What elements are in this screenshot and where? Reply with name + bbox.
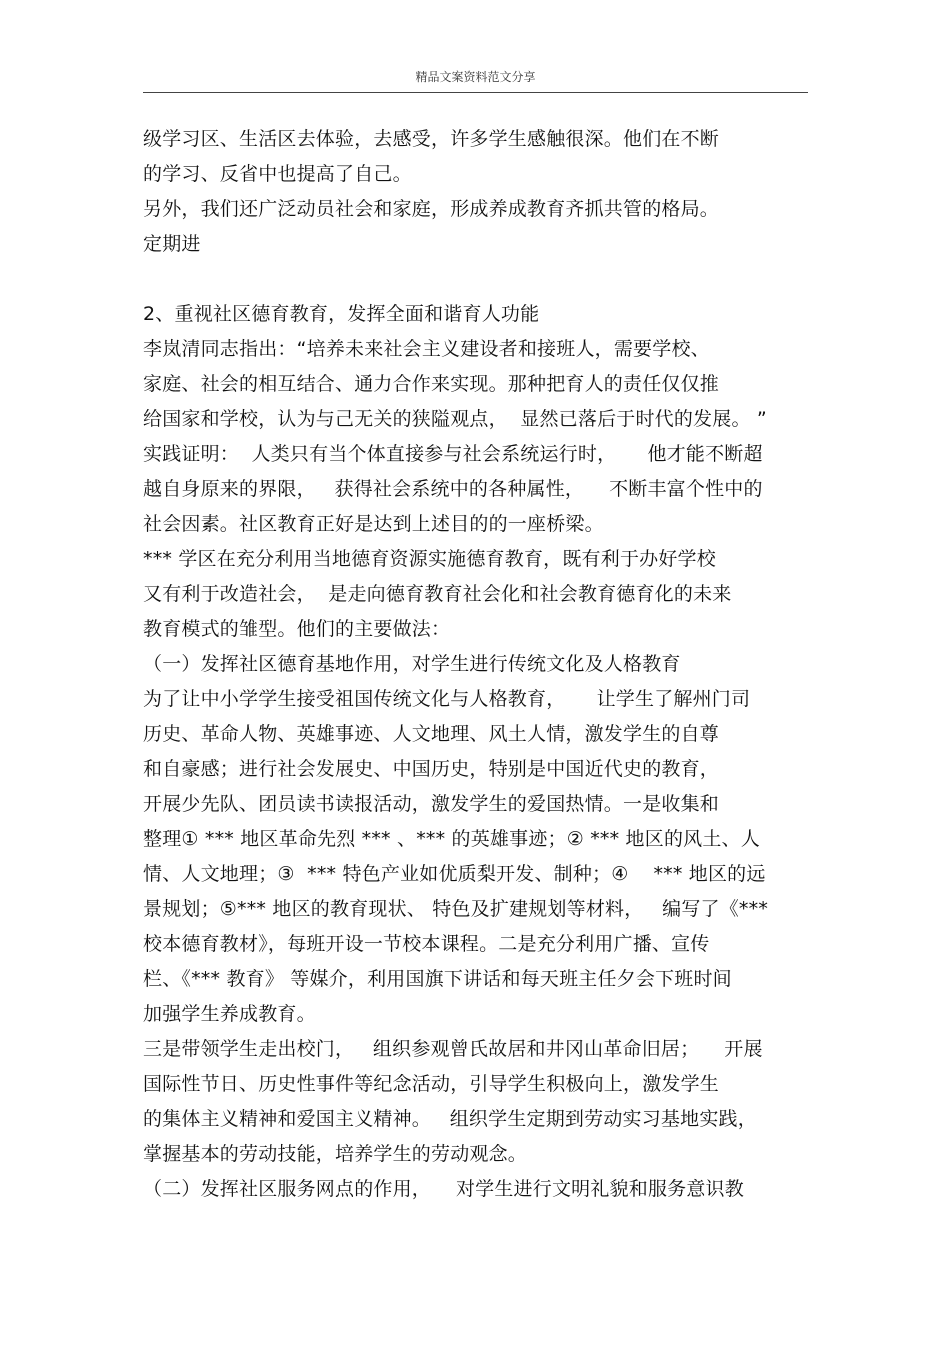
text-line: 情、人文地理；③ *** 特色产业如优质梨开发、制种；④ *** 地区的远 (143, 863, 766, 885)
text-line: 越自身原来的界限， 获得社会系统中的各种属性， 不断丰富个性中的 (143, 478, 763, 500)
text-line: 定期进 (143, 233, 201, 255)
subsection-heading: （二）发挥社区服务网点的作用， 对学生进行文明礼貌和服务意识教 (143, 1178, 744, 1200)
text-line: 实践证明： 人类只有当个体直接参与社会系统运行时， 他才能不断超 (143, 443, 763, 465)
text-line: 和自豪感；进行社会发展史、中国历史，特别是中国近代史的教育， (143, 758, 720, 780)
text-line: 栏、《*** 教育》 等媒介，利用国旗下讲话和每天班主任夕会下班时间 (143, 968, 732, 990)
text-line: 掌握基本的劳动技能，培养学生的劳动观念。 (143, 1143, 528, 1165)
text-line: 给国家和学校，认为与己无关的狭隘观点， 显然已落后于时代的发展。 ” (143, 408, 767, 430)
text-line: 为了让中小学学生接受祖国传统文化与人格教育， 让学生了解州门司 (143, 688, 751, 710)
text-line: 历史、革命人物、英雄事迹、人文地理、风土人情，激发学生的自尊 (143, 723, 720, 745)
text-line: 加强学生养成教育。 (143, 1003, 316, 1025)
text-line: 另外，我们还广泛动员社会和家庭，形成养成教育齐抓共管的格局。 (143, 198, 720, 220)
text-line: 的学习、反省中也提高了自己。 (143, 163, 412, 185)
blank-line (143, 262, 813, 297)
text-line: 开展少先队、团员读书读报活动，激发学生的爱国热情。一是收集和 (143, 793, 720, 815)
text-line: 国际性节日、历史性事件等纪念活动，引导学生积极向上，激发学生 (143, 1073, 720, 1095)
text-line: 三是带领学生走出校门， 组织参观曾氏故居和井冈山革命旧居； 开展 (143, 1038, 763, 1060)
text-line: 教育模式的雏型。他们的主要做法： (143, 618, 451, 640)
document-body (143, 122, 813, 1207)
text-line: 家庭、社会的相互结合、通力合作来实现。那种把育人的责任仅仅推 (143, 373, 720, 395)
text-line: 景规划；⑤*** 地区的教育现状、 特色及扩建规划等材料， 编写了《*** (143, 898, 769, 920)
text-line: 级学习区、生活区去体验，去感受，许多学生感触很深。他们在不断 (143, 128, 720, 150)
text-line: 的集体主义精神和爱国主义精神。 组织学生定期到劳动实习基地实践， (143, 1108, 757, 1130)
text-line: 校本德育教材》，每班开设一节校本课程。二是充分利用广播、宣传 (143, 933, 710, 955)
page-header (143, 70, 808, 93)
header-title: 精品文案资料范文分享 (415, 70, 536, 84)
text-line: 社会因素。社区教育正好是达到上述目的的一座桥梁。 (143, 513, 604, 535)
text-line: 整理① *** 地区革命先烈 *** 、*** 的英雄事迹；② *** 地区的风土、人 (143, 828, 760, 850)
subsection-heading: （一）发挥社区德育基地作用，对学生进行传统文化及人格教育 (143, 653, 681, 675)
text-line: *** 学区在充分利用当地德育资源实施德育教育，既有利于办好学校 (143, 548, 716, 570)
text-line: 李岚清同志指出：“培养未来社会主义建设者和接班人，需要学校、 (143, 338, 710, 360)
text-line: 又有利于改造社会， 是走向德育教育社会化和社会教育德育化的未来 (143, 583, 732, 605)
section-heading: 2、重视社区德育教育，发挥全面和谐育人功能 (143, 303, 540, 325)
